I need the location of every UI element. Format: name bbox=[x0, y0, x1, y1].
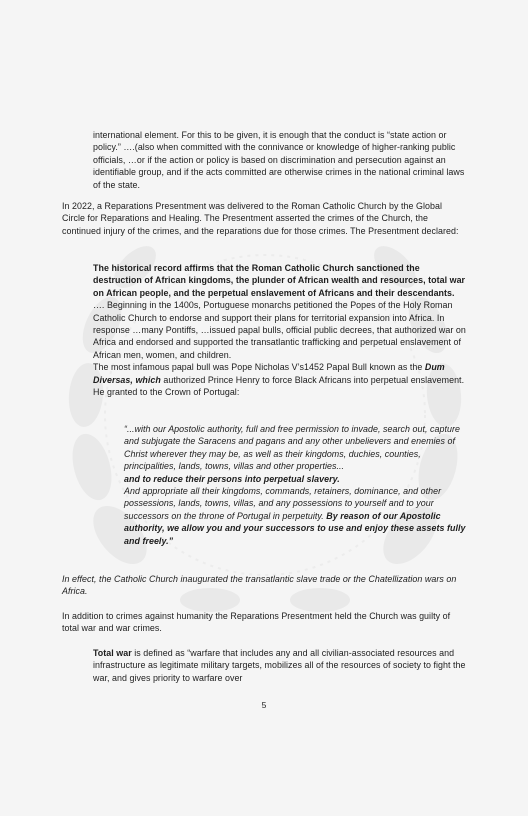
quote-paragraph: …. Beginning in the 1400s, Portuguese monarchs petitioned the Popes of the Holy Roman Catholic Church to endorse and support their plans for territorial expansion into Africa. In response …many Pontiffs, …issued papal bulls, official public decrees, that authorized war on Africa and endorsed and supported the transatlantic trafficking and perpetual enslavement of African men, women, and children. bbox=[93, 300, 466, 360]
text-run: possessions, lands, towns, villas, and any possessions to yourself and to your successors on the throne of Portugal in perpetuity. bbox=[124, 498, 434, 521]
paragraph-text: In effect, the Catholic Church inaugurated the transatlantic slave trade or the Chatellization wars on Africa. bbox=[62, 574, 457, 597]
paragraph-presentment-intro bbox=[62, 200, 467, 237]
page-number: 5 bbox=[261, 700, 267, 710]
definition-text: is defined as “warfare that includes any and all civilian-associated resources and infrastructure as legitimate military targets, mobilizes all of the resources of society to fight the war, and gives priority to warfare over bbox=[93, 648, 466, 683]
presentment-quote bbox=[93, 262, 469, 398]
quote-paragraph-papal-bull bbox=[93, 361, 469, 398]
text-run: The most infamous papal bull was Pope Nicholas V’s1452 Papal Bull known as the bbox=[93, 362, 425, 373]
bull-text: And appropriate all their kingdoms, commands, retainers, dominance, and other bbox=[124, 486, 442, 497]
total-war-definition bbox=[93, 647, 469, 684]
bull-text-final bbox=[124, 497, 469, 547]
paragraph-in-effect bbox=[62, 573, 467, 598]
text-run-emphasis: Dum Diversas, which bbox=[93, 362, 445, 385]
text-run: authorized Prince Henry to force Black Africans into perpetual enslavement. He granted to the Crown of Portugal: bbox=[93, 374, 465, 398]
paragraph-text: In 2022, a Reparations Presentment was delivered to the Roman Catholic Church by the Global Circle for Reparations and Healing. The Presentment asserted the crimes of the Church, the continued injury of the crimes, and the reparations due for those crimes. The Presentment declared: bbox=[62, 201, 459, 236]
quote-bold-statement: The historical record affirms that the Roman Catholic Church sanctioned the destruction of African kingdoms, the plunder of African wealth and resources, total war on African people, and the perpetual enslavement of Africans and their descendants. bbox=[93, 263, 466, 298]
paragraph-total-war-intro bbox=[62, 610, 467, 635]
bull-text-emphasis: and to reduce their persons into perpetual slavery. bbox=[124, 473, 340, 484]
quote-paragraph-continuation bbox=[93, 129, 471, 191]
paragraph-text: international element. For this to be given, it is enough that the conduct is “state action or policy.” ….(also when committed with the connivance or knowledge of higher-ranking public officials, …or if the action or policy is based on discrimination and persecution against an identifiable group, and if the acts committed are otherwise crimes in the national criminal laws of the state. bbox=[93, 130, 465, 190]
papal-bull-quote bbox=[124, 423, 469, 547]
text-run-emphasis: By reason of our Apostolic authority, we allow you and your successors to use and enjoy these assets fully and freely.” bbox=[124, 510, 466, 546]
bull-text: “...with our Apostolic authority, full and free permission to invade, search out, capture and subjugate the Saracens and pagans and any other unbelievers and enemies of Christ wherever they may be, as well as their kingdoms, duchies, counties, principalities, lands, towns, villas and other properties... bbox=[124, 424, 460, 472]
term-total-war: Total war bbox=[93, 648, 132, 658]
paragraph-text: In addition to crimes against humanity the Reparations Presentment held the Church was guilty of total war and war crimes. bbox=[62, 611, 451, 634]
